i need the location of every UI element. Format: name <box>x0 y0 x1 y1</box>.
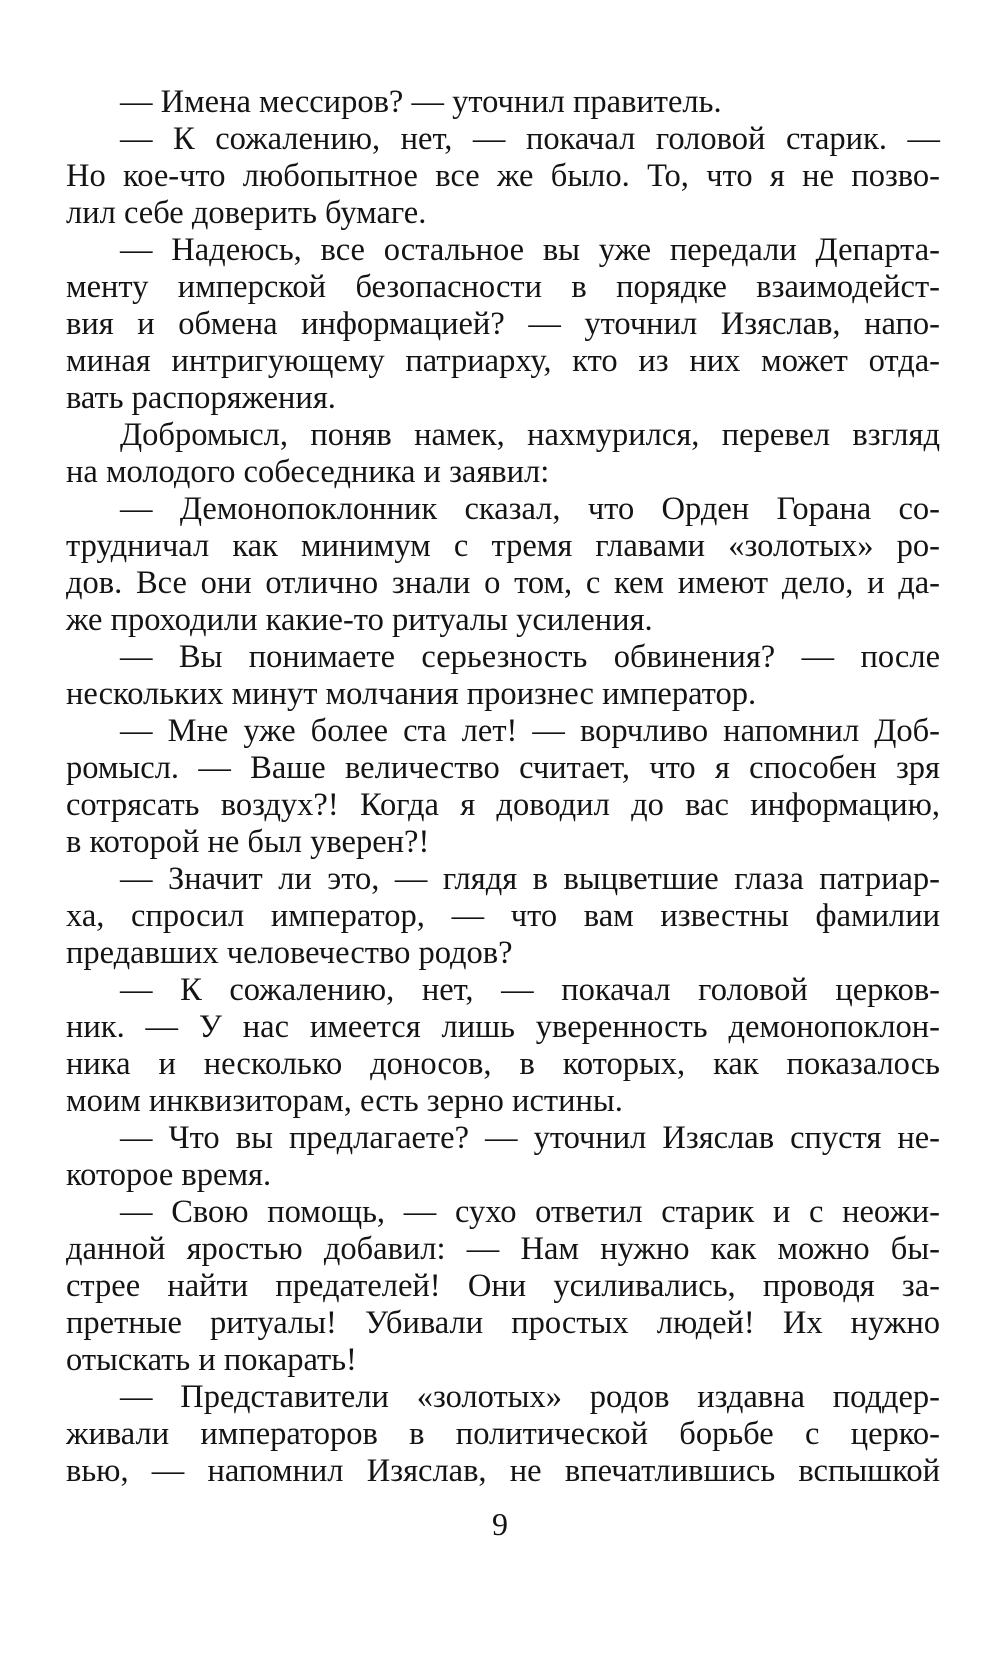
text-line: вать распоряжения. <box>66 380 336 416</box>
text-line: претные ритуалы! Убивали простых людей! Их нужно <box>66 1305 940 1341</box>
text-line: отыскать и покарать! <box>66 1342 357 1378</box>
text-line: — Что вы предлагаете? — уточнил Изяслав спустя не- <box>120 1120 940 1156</box>
text-line: — Значит ли это, — глядя в выцветшие глаза патриар- <box>120 861 940 897</box>
text-line: — Свою помощь, — сухо ответил старик и с неожи- <box>120 1194 940 1230</box>
text-line: ромысл. — Ваше величество считает, что я способен зря <box>66 750 940 786</box>
text-line: предавших человечество родов? <box>66 935 513 971</box>
text-line: — Представители «золотых» родов издавна поддер- <box>120 1379 940 1415</box>
text-line: — К сожалению, нет, — покачал головой церков- <box>120 972 940 1008</box>
text-line: ника и несколько доносов, в которых, как показалось <box>66 1046 940 1082</box>
text-line: — Демонопоклонник сказал, что Орден Горана со- <box>120 491 940 527</box>
text-line: миная интригующему патриарху, кто из них может отда- <box>66 343 940 379</box>
text-line: в которой не был уверен?! <box>66 824 430 860</box>
text-line: — Вы понимаете серьезность обвинения? — после <box>120 639 940 675</box>
text-line: которое время. <box>66 1157 272 1193</box>
text-line: трудничал как минимум с тремя главами «золотых» ро- <box>66 528 940 564</box>
text-line: вия и обмена информацией? — уточнил Изяслав, напо- <box>66 306 940 342</box>
text-line: — К сожалению, нет, — покачал головой старик. — <box>120 121 940 157</box>
text-line: ха, спросил император, — что вам известны фамилии <box>66 898 940 934</box>
text-line: сотрясать воздух?! Когда я доводил до вас информацию, <box>66 787 940 823</box>
text-line: Добромысл, поняв намек, нахмурился, перевел взгляд <box>120 417 940 453</box>
text-line: — Надеюсь, все остальное вы уже передали Департа- <box>120 232 940 268</box>
text-line: менту имперской безопасности в порядке взаимодейст- <box>66 269 940 305</box>
text-line: ник. — У нас имеется лишь уверенность демонопоклон- <box>66 1009 940 1045</box>
text-line: моим инквизиторам, есть зерно истины. <box>66 1083 623 1119</box>
text-line: живали императоров в политической борьбе с церко- <box>66 1416 940 1452</box>
text-line: — Мне уже более ста лет! — ворчливо напомнил Доб- <box>120 713 940 749</box>
body-text <box>66 84 940 1490</box>
text-line: нескольких минут молчания произнес император. <box>66 676 757 712</box>
text-line: вью, — напомнил Изяслав, не впечатлившись вспышкой <box>66 1453 940 1489</box>
page-number: 9 <box>492 1506 508 1542</box>
text-line: лил себе доверить бумаге. <box>66 195 427 231</box>
text-line: же проходили какие-то ритуалы усиления. <box>66 602 653 638</box>
text-line: — Имена мессиров? — уточнил правитель. <box>120 84 722 120</box>
text-line: Но кое-что любопытное все же было. То, что я не позво- <box>66 158 940 194</box>
text-line: на молодого собеседника и заявил: <box>66 454 550 490</box>
text-line: стрее найти предателей! Они усиливались, проводя за- <box>66 1268 940 1304</box>
text-line: дов. Все они отлично знали о том, с кем имеют дело, и да- <box>66 565 940 601</box>
text-line: данной яростью добавил: — Нам нужно как можно бы- <box>66 1231 940 1267</box>
